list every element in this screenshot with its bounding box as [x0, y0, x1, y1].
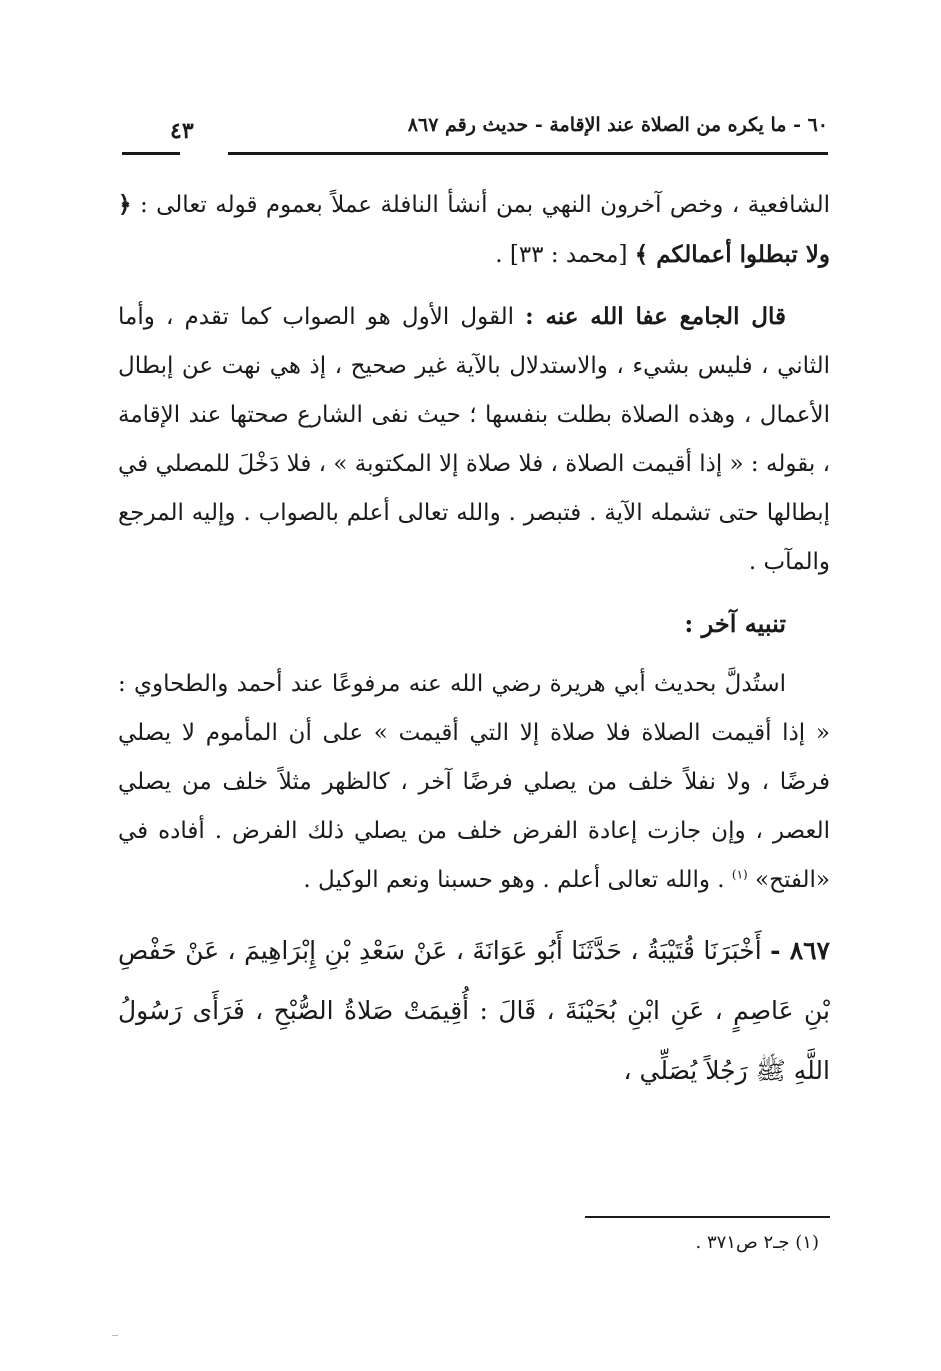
header-rule	[228, 152, 828, 155]
running-title: ٦٠ - ما يكره من الصلاة عند الإقامة - حديث رقم ٨٦٧	[407, 114, 828, 136]
hadith-text: أَخْبَرَنَا قُتَيْبَةُ ، حَدَّثَنَا أَبُو عَوَانَةَ ، عَنْ سَعْدِ بْنِ إِبْرَاهِيمَ ، عَنْ حَفْصِ بْنِ عَاصِمٍ ، عَنِ ابْنِ بُحَيْنَةَ ، قَالَ : أُقِيمَتْ صَلاةُ الصُّبْحِ ، فَرَأَى رَسُولُ اللَّهِ ﷺ رَجُلاً يُصَلِّي ،	[118, 936, 830, 1085]
section-heading: تنبيه آخر :	[684, 609, 786, 638]
paragraph-3-text-b: . والله تعالى أعلم . وهو حسبنا ونعم الوكيل .	[303, 867, 725, 893]
scan-mark	[112, 1335, 118, 1336]
paragraph-1-text: الشافعية ، وخص آخرون النهي بمن أنشأ النافلة عملاً بعموم قوله تعالى :	[139, 192, 831, 218]
hadith-paragraph	[118, 921, 830, 1101]
body-text	[118, 180, 830, 1101]
footnote-marker: (١)	[731, 867, 748, 882]
paragraph-3	[118, 660, 830, 905]
footnote-separator	[585, 1216, 830, 1218]
header-dash	[122, 152, 180, 155]
paragraph-1	[118, 180, 830, 280]
compiler-remark-lead: قال الجامع عفا الله عنه :	[525, 303, 786, 330]
paragraph-2-text: القول الأول هو الصواب كما تقدم ، وأما الثاني ، فليس بشيء ، والاستدلال بالآية غير صحيح ، إذ هي نهت عن إبطال الأعمال ، وهذه الصلاة بطلت بنفسها ؛ حيث نفى الشارع صحتها عند الإقامة ، بقوله : « إذا أقيمت الصلاة ، فلا صلاة إلا المكتوبة » ، فلا دَخْلَ للمصلي في إبطالها حتى تشمله الآية . فتبصر . والله تعالى أعلم بالصواب . وإليه المرجع والمآب .	[118, 304, 830, 575]
page-number: ٤٣	[170, 118, 194, 144]
paragraph-3-text-a: استُدلَّ بحديث أبي هريرة رضي الله عنه مرفوعًا عند أحمد والطحاوي : « إذا أقيمت الصلاة فلا صلاة إلا التي أقيمت » على أن المأموم لا يصلي فرضًا ، ولا نفلاً خلف من يصلي فرضًا آخر ، كالظهر مثلاً خلف من يصلي العصر ، وإن جازت إعادة الفرض خلف من يصلي ذلك الفرض . أفاده في «الفتح»	[118, 671, 830, 893]
hadith-number: ٨٦٧ -	[770, 936, 830, 965]
quran-verse: ﴿ ولا تبطلوا أعمالكم ﴾	[118, 191, 830, 268]
paragraph-2	[118, 292, 830, 587]
page-header	[122, 110, 828, 150]
verse-reference: [محمد : ٣٣] .	[495, 242, 628, 268]
footnote: (١) جـ٢ ص٣٧١ .	[695, 1232, 819, 1253]
